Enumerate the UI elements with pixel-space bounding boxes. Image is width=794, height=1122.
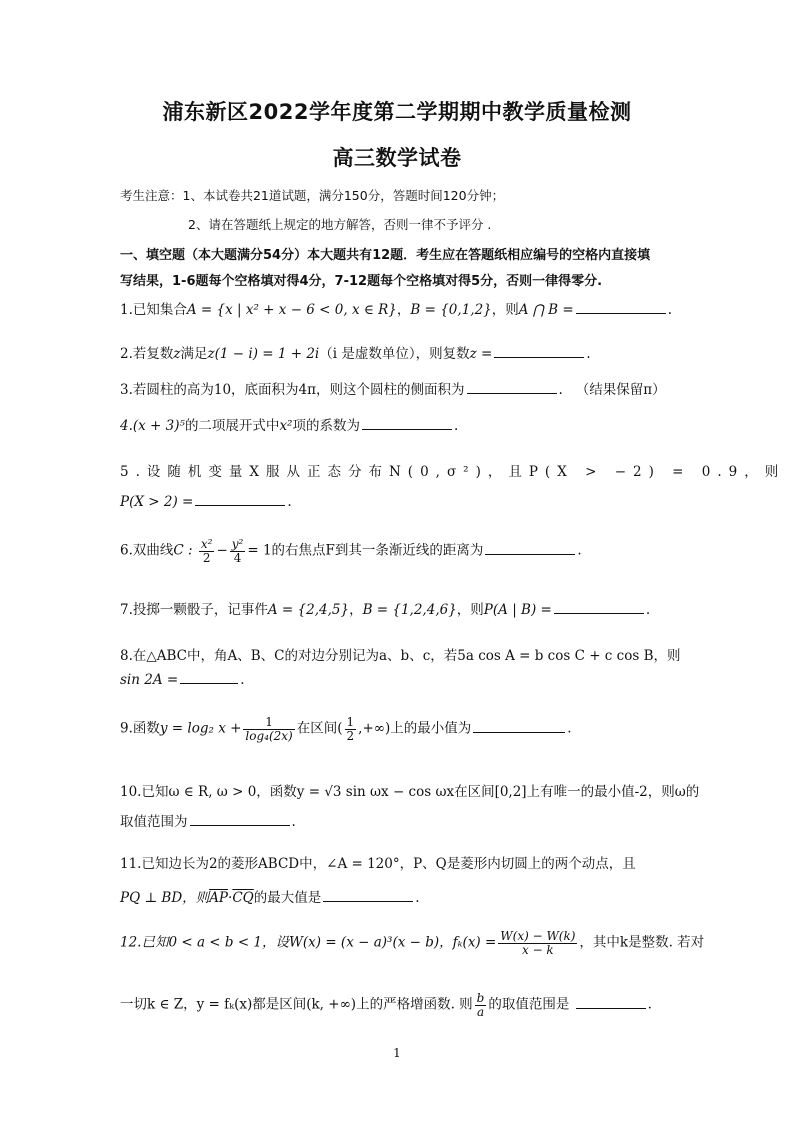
answer-blank — [362, 428, 452, 430]
q8-line-2: sin 2A = — [120, 672, 179, 688]
question-5-line-1 — [120, 460, 785, 480]
q1-expr: A ⋂ B = — [518, 302, 574, 318]
q1-mid: ， — [396, 302, 411, 318]
q6-minus: − — [216, 542, 228, 559]
q2-note: （i 是虚数单位），则复数 — [319, 346, 470, 362]
q11-line-2-post: 的最大值是 — [253, 890, 322, 906]
section-heading-line-1: 一、填空题（本大题满分54分）本大题共有12题．考生应在答题纸相应编号的空格内直接填 — [120, 248, 651, 263]
notice-line-2: 2、请在答题纸上规定的地方解答，否则一律不予评分 . — [188, 217, 492, 232]
q7-ask: ，则 — [456, 602, 484, 618]
question-12-line-2: 一切k ∈ Z，y = fₖ(x)都是区间(k, +∞)上的严格增函数. 则 $\frac{b}{a}$ 的取值范围是 . — [120, 991, 652, 1019]
question-10-line-2: 取值范围为 . — [120, 814, 296, 830]
q4-expr: 4.(x + 3)⁵ — [120, 418, 185, 434]
q11-vector-ap: $\overline{AP}$ — [209, 890, 229, 906]
q1-prefix: 1.已知集合 — [120, 302, 187, 318]
answer-blank — [190, 824, 290, 826]
q9-prefix: 9.函数 — [120, 720, 160, 737]
q12-line-1-post: ，其中k是整数. 若对 — [579, 934, 705, 951]
q9-interval-tail: ,+∞) — [358, 720, 391, 737]
q4-term: x² — [279, 418, 293, 434]
answer-blank — [485, 553, 575, 555]
question-8-line-1 — [120, 644, 681, 664]
question-1: 1.已知集合A = {x | x² + x − 6 < 0, x ∈ R}，B = {0,1,2}，则A ⋂ B = . — [120, 302, 672, 318]
q2-prefix: 2.若复数 — [120, 346, 174, 362]
question-3: 3.若圆柱的高为10，底面积为4π，则这个圆柱的侧面积为 . （结果保留π） — [120, 382, 666, 398]
question-11-line-2: PQ ⊥ BD，则$\overline{AP}\cdot\overline{CQ}$的最大值是 . — [120, 890, 420, 906]
question-12-line-1 — [120, 930, 704, 956]
q2-var: z — [173, 346, 181, 362]
q7-prefix: 7.投掷一颗骰子，记事件 — [120, 602, 268, 618]
q2-ask: z = — [469, 346, 493, 362]
answer-blank — [554, 612, 644, 614]
q4-text-2: 项的系数为 — [292, 418, 360, 434]
question-11-line-1 — [120, 852, 636, 872]
q12-fraction: $\frac{W(x) - W(k)}{x - k}$ — [500, 929, 576, 957]
q11-line-2-pre: PQ ⊥ BD，则 — [120, 890, 210, 906]
answer-blank — [467, 392, 557, 394]
page-number: 1 — [393, 1046, 401, 1060]
answer-blank — [180, 682, 238, 684]
question-8-line-2: sin 2A = . — [120, 672, 245, 688]
q6-fraction-y: $\frac{\text{y²}}{4}$ — [231, 537, 244, 565]
notice-line-1: 考生注意：1、本试卷共21道试题，满分150分，答题时间120分钟； — [120, 188, 505, 203]
q6-curve: C : — [173, 542, 193, 559]
q7-set-b: B = {1,2,4,6} — [362, 602, 457, 618]
q6-equals: = 1 — [247, 542, 272, 559]
q6-fraction-x: $\frac{\text{x²}}{2}$ — [200, 537, 213, 565]
exam-subtitle: 高三数学试卷 — [332, 146, 462, 170]
q12-fk: fₖ(x) = — [452, 934, 497, 951]
q9-text-2: 上的最小值为 — [390, 720, 472, 737]
q3-text: 3.若圆柱的高为10，底面积为4π，则这个圆柱的侧面积为 — [120, 382, 465, 398]
answer-blank — [576, 1007, 646, 1009]
q1-ask: ，则 — [491, 302, 519, 318]
q2-mid: 满足 — [180, 346, 208, 362]
q11-line-1: 11.已知边长为2的菱形ABCD中，∠A = 120°，P、Q是菱形内切圆上的两个动点，且 — [120, 856, 636, 872]
answer-blank — [323, 900, 413, 902]
q9-interval-fraction: $\frac{1}{2}$ — [346, 715, 355, 743]
question-9: 9.函数y = log₂ x + $\frac{1}{\text{log₄(2x)}}$ 在区间( $\frac{1}{2}$ ,+∞)上的最小值为 . — [120, 715, 572, 743]
answer-blank — [473, 731, 565, 733]
section-heading-line-2: 写结果，1-6题每个空格填对得4分，7-12题每个空格填对得5分，否则一律得零分. — [120, 274, 603, 289]
question-5-line-2: P(X > 2) = . — [120, 494, 292, 510]
q9-text-1: 在区间 — [296, 720, 338, 737]
q5-line-2: P(X > 2) = — [120, 494, 194, 510]
q11-vector-cq: $\overline{CQ}$ — [232, 890, 254, 906]
q9-fraction: $\frac{1}{\text{log₄(2x)}}$ — [245, 715, 293, 743]
q2-equation: z(1 − i) = 1 + 2i — [207, 346, 320, 362]
q10-line-1: 10.已知ω ∈ R, ω > 0，函数y = √3 sin ωx − cos ωx在区间[0,2]上有唯一的最小值-2，则ω的 — [120, 784, 700, 800]
answer-blank — [494, 356, 584, 358]
q3-note: （结果保留π） — [575, 382, 666, 398]
q9-function: y = log₂ x + — [159, 720, 242, 737]
question-6: 6.双曲线C : $\frac{\text{x²}}{2}$ − $\frac{\text{y²}}{4}$ = 1的右焦点F到其一条渐近线的距离为 . — [120, 537, 582, 565]
q8-line-1: 8.在△ABC中，角A、B、C的对边分别记为a、b、c，若5a cos A = b cos C + c cos B，则 — [120, 648, 681, 664]
q4-text-1: 的二项展开式中 — [184, 418, 280, 434]
exam-title: 浦东新区2022学年度第二学期期中教学质量检测 — [162, 100, 632, 124]
q6-text: 的右焦点F到其一条渐近线的距离为 — [271, 542, 484, 559]
q12-ratio: $\frac{b}{a}$ — [476, 991, 485, 1019]
answer-blank — [195, 504, 285, 506]
q10-line-2: 取值范围为 — [120, 814, 188, 830]
q12-line-2-post: 的取值范围是 — [488, 996, 570, 1013]
question-4: 4.(x + 3)⁵的二项展开式中x²项的系数为 . — [120, 418, 459, 434]
question-10-line-1 — [120, 780, 699, 800]
q6-prefix: 6.双曲线 — [120, 542, 174, 559]
answer-blank — [576, 312, 666, 314]
q1-set-a: A = {x | x² + x − 6 < 0, x ∈ R} — [186, 302, 397, 318]
question-2: 2.若复数z满足z(1 − i) = 1 + 2i（i 是虚数单位），则复数z = . — [120, 346, 591, 362]
q7-set-a: A = {2,4,5} — [267, 602, 350, 618]
q7-sep: ， — [349, 602, 363, 618]
q1-set-b: B = {0,1,2} — [410, 302, 492, 318]
q12-line-2-pre: 一切k ∈ Z，y = fₖ(x)都是区间(k, +∞)上的严格增函数. 则 — [120, 996, 473, 1013]
q12-line-1-pre: 12.已知0 < a < b < 1，设W(x) = (x − a)³(x − b)， — [120, 934, 453, 951]
q5-line-1: 5.设随机变量X服从正态分布N(0,σ²)，且P(X > −2) = 0.9，则 — [120, 464, 786, 480]
q7-expr: P(A | B) = — [483, 602, 552, 618]
q11-dot: · — [228, 890, 233, 906]
question-7: 7.投掷一颗骰子，记事件A = {2,4,5}，B = {1,2,4,6}，则P(A | B) = . — [120, 602, 651, 618]
